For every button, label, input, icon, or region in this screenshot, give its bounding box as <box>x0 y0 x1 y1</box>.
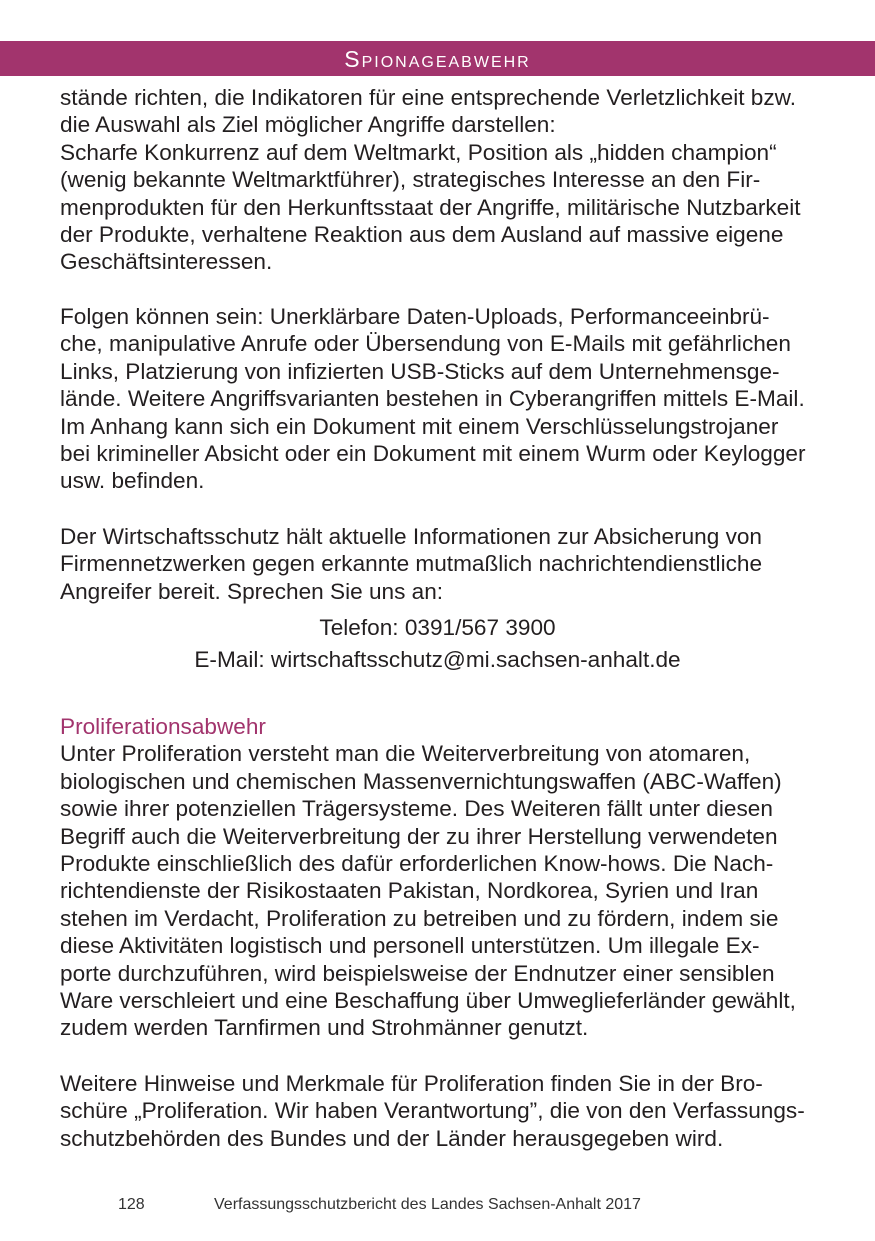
text-line: bei krimineller Absicht oder ein Dokument mit einem Wurm oder Keylogger <box>60 440 806 466</box>
contact-phone: Telefon: 0391/567 3900 <box>319 615 556 640</box>
text-line: lände. Weitere Angriffsvarianten bestehen in Cyberangriffen mittels E-Mail. <box>60 386 805 412</box>
section-header-bar <box>0 41 875 76</box>
text-line: biologischen und chemischen Massenvernichtungswaffen (ABC-Waffen) <box>60 768 782 794</box>
text-line: stehen im Verdacht, Proliferation zu betreiben und zu fördern, indem sie <box>60 905 779 931</box>
paragraph <box>60 303 806 495</box>
contact-block <box>0 612 875 676</box>
text-line: Der Wirtschaftsschutz hält aktuelle Informationen zur Absicherung von <box>60 524 762 549</box>
paragraph <box>60 84 801 276</box>
text-line: zudem werden Tarnfirmen und Strohmänner genutzt. <box>60 1015 589 1041</box>
text-line: menprodukten für den Herkunftsstaat der Angriffe, militärische Nutzbarkeit <box>60 194 801 220</box>
footer-publication-title: Verfassungsschutzbericht des Landes Sachsen-Anhalt 2017 <box>214 1196 641 1213</box>
text-line: porte durchzuführen, wird beispielsweise der Endnutzer einer sensiblen <box>60 960 775 986</box>
text-line: die Auswahl als Ziel möglicher Angriffe darstellen: <box>60 112 556 138</box>
text-line: che, manipulative Anrufe oder Übersendung von E-Mails mit gefährlichen <box>60 331 791 357</box>
text-line: Im Anhang kann sich ein Dokument mit einem Verschlüsselungstrojaner <box>60 413 779 439</box>
text-line: sowie ihrer potenziellen Trägersysteme. Des Weiteren fällt unter diesen <box>60 796 773 822</box>
text-line: Firmennetzwerken gegen erkannte mutmaßlich nachrichtendienstliche <box>60 551 763 577</box>
text-line: Scharfe Konkurrenz auf dem Weltmarkt, Position als „hidden champion“ <box>60 139 777 165</box>
paragraph <box>60 523 762 605</box>
text-line: Unter Proliferation versteht man die Weiterverbreitung von atomaren, <box>60 741 751 767</box>
text-line: Produkte einschließlich des dafür erforderlichen Know-hows. Die Nach- <box>60 850 774 876</box>
text-line: richtendienste der Risikostaaten Pakistan, Nordkorea, Syrien und Iran <box>60 878 759 904</box>
text-line: Weitere Hinweise und Merkmale für Proliferation finden Sie in der Bro- <box>60 1071 763 1096</box>
proliferation-section <box>60 713 796 1042</box>
text-line: der Produkte, verhaltene Reaktion aus dem Ausland auf massive eigene <box>60 221 784 247</box>
paragraph <box>60 1070 805 1152</box>
text-line: schüre „Proliferation. Wir haben Verantwortung”, die von den Verfassungs- <box>60 1098 805 1124</box>
section-header-title: Spionageabwehr <box>344 46 531 72</box>
text-line: (wenig bekannte Weltmarktführer), strategisches Interesse an den Fir- <box>60 167 761 193</box>
text-line: stände richten, die Indikatoren für eine entsprechende Verletzlichkeit bzw. <box>60 85 796 110</box>
text-line: Begriff auch die Weiterverbreitung der zu ihrer Herstellung verwendeten <box>60 823 778 849</box>
text-line: Folgen können sein: Unerklärbare Daten-Uploads, Performanceeinbrü- <box>60 304 770 329</box>
contact-email: E-Mail: wirtschaftsschutz@mi.sachsen-anhalt.de <box>194 647 681 672</box>
text-line: Angreifer bereit. Sprechen Sie uns an: <box>60 578 444 604</box>
text-line: Links, Platzierung von infizierten USB-Sticks auf dem Unternehmensge- <box>60 358 780 384</box>
subsection-heading: Proliferationsabwehr <box>60 714 266 739</box>
text-line: usw. befinden. <box>60 468 205 494</box>
text-line: Ware verschleiert und eine Beschaffung über Umweglieferländer gewählt, <box>60 987 796 1013</box>
text-line: diese Aktivitäten logistisch und personell unterstützen. Um illegale Ex- <box>60 933 760 959</box>
text-line: schutzbehörden des Bundes und der Länder herausgegeben wird. <box>60 1125 724 1151</box>
page-number: 128 <box>118 1196 145 1213</box>
text-line: Geschäftsinteressen. <box>60 249 273 275</box>
